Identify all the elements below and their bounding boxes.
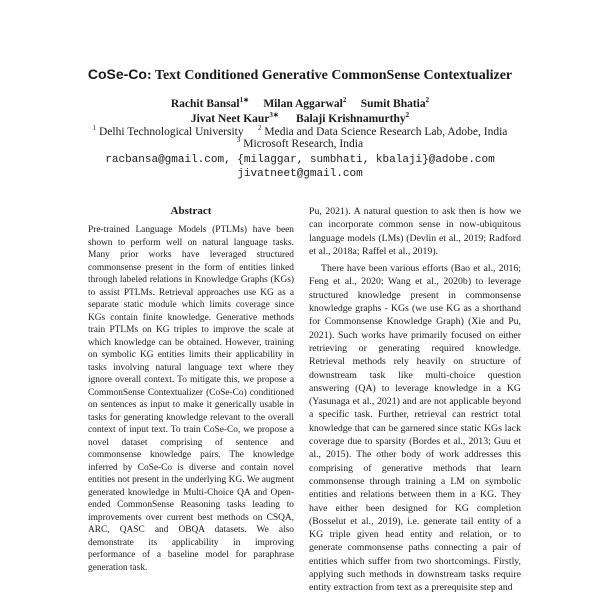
author-sup: 2 (342, 96, 347, 105)
abstract-heading: Abstract (170, 205, 212, 217)
authors-line-1 (0, 98, 600, 110)
paper-title (0, 66, 600, 84)
author-name: Balaji Krishnamurthy (296, 113, 406, 125)
affiliation-1: Delhi Technological University (99, 126, 244, 138)
intro-paragraph-1: Pu, 2021). A natural question to ask then is how we can incorporate common sense in now-ubiquitous language models (LMs) (Devlin et al., 2019; Radford et al., 2018a; Raffel et al., 2019). (309, 206, 521, 257)
abstract-text: Pre-trained Language Models (PTLMs) have been shown to perform well on natural language tasks. Many prior works have leveraged structured commonsense present in the form of entities linked through labeled relations in Knowledge Graphs (KGs) to assist PTLMs. Retrieval approaches use KG as a separate static module which limits coverage since KGs contain finite knowledge. Generative methods train PTLMs on KG triples to improve the scale at which knowledge can be obtained. However, training on symbolic KG entities limits their applicability in tasks involving natural language text where they ignore overall context. To mitigate this, we propose a CommonSense Contextualizer (CoSe-Co) conditioned on sentences as input to make it generically usable in tasks for generating knowledge relevant to the overall context of input text. To train CoSe-Co, we propose a novel dataset comprising of sentence and commonsense knowledge pairs. The knowledge inferred by CoSe-Co is diverse and contain novel entities not present in the underlying KG. We augment generated knowledge in Multi-Choice QA and Open-ended CommonSense Reasoning tasks leading to improvements over current best methods on CSQA, ARC, QASC and OBQA datasets. We also demonstrate its applicability in improving performance of a baseline model for paraphrase generation task. (88, 225, 294, 573)
email-line-1: racbansa@gmail.com, {milaggar, sumbhati, kbalaji}@adobe.com (105, 154, 495, 166)
author-name: Jivat Neet Kaur (190, 113, 270, 125)
author-name: Milan Aggarwal (263, 98, 343, 110)
author-name: Rachit Bansal (170, 98, 240, 110)
affiliations-line-2 (0, 138, 600, 150)
author-sup: 2 (425, 96, 430, 105)
affil-sup: 3 (236, 136, 241, 145)
email-line-2: jivatneet@gmail.com (237, 168, 363, 180)
affil-sup: 2 (258, 124, 262, 133)
authors-line-2 (0, 113, 600, 125)
title-rest: : Text Conditioned Generative CommonSense Contextualizer (146, 68, 513, 83)
affiliations-line-1 (0, 126, 600, 138)
affil-sup: 1 (92, 124, 97, 133)
intro-column (309, 205, 521, 595)
author-sup: 2 (405, 111, 410, 120)
author-name: Sumit Bhatia (360, 98, 426, 110)
author-sup: 1∗ (239, 96, 249, 105)
title-model-name: CoSe-Co (87, 66, 147, 82)
author-sup: 3∗ (269, 111, 279, 120)
affiliation-3: Microsoft Research, India (243, 138, 364, 150)
intro-paragraph-2: There have been various efforts (Bao et al., 2016; Feng et al., 2020; Wang et al., 2020b) to leverage structured knowledge present in commonsense knowledge graphs - KGs (we use KG as a shorthand for Commonsense Knowledge Graph) (Xie and Pu, 2021). Such works have primarily focused on either retrieving or generating required knowledge. Retrieval methods rely heavily on structure of downstream task like multi-choice question answering (QA) to leverage knowledge in a KG (Yasunaga et al., 2021) and are not applicable beyond a specific task. Further, retrieval can restrict total knowledge that can be garnered since static KGs lack coverage due to sparsity (Bordes et al., 2013; Guu et al., 2015). The other body of work addresses this comprising of generative methods that learn commonsense through training a LM on symbolic entities and relations between them in a KG. They have either been designed for KG completion (Bosselut et al., 2019), i.e. generate tail entity of a KG triple given head entity and relation, or to generate commonsense paths connecting a pair of entities which suffer from two shortcomings. Firstly, applying such methods in downstream tasks require entity extraction from text as a prerequisite step and (309, 263, 521, 594)
affiliation-2: Media and Data Science Research Lab, Adobe, India (264, 126, 508, 138)
